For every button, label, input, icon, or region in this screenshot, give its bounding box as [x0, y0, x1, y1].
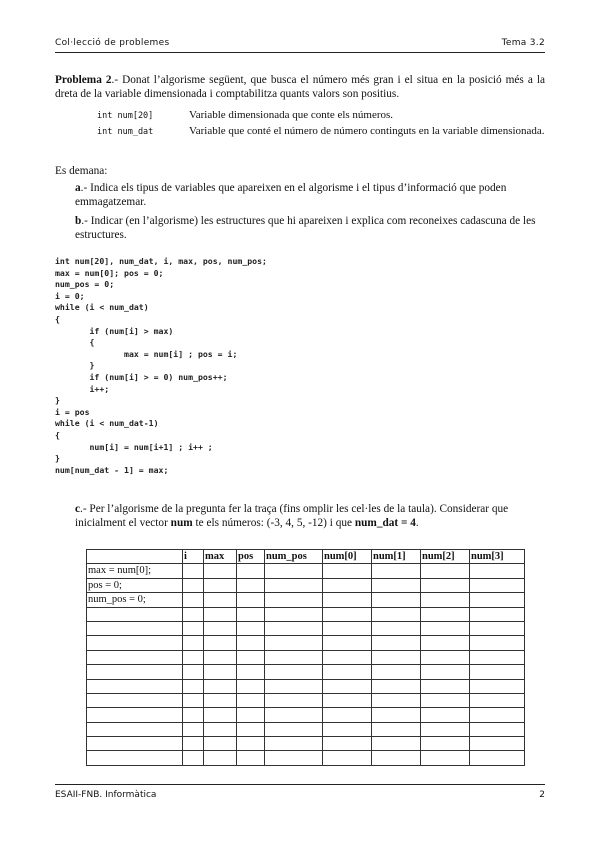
question-c: [75, 502, 545, 530]
code-line: i = pos: [55, 406, 90, 417]
table-row: [87, 751, 525, 765]
trace-cell[interactable]: [470, 578, 525, 592]
trace-cell[interactable]: [237, 665, 265, 679]
variable-row: [97, 125, 545, 139]
header-rule: [55, 52, 545, 53]
header-cell: num[3]: [470, 550, 525, 564]
trace-cell[interactable]: [265, 751, 323, 765]
trace-cell[interactable]: [204, 737, 237, 751]
trace-cell[interactable]: [204, 722, 237, 736]
table-row: [87, 578, 525, 592]
statement-cell: [87, 679, 183, 693]
trace-cell[interactable]: [204, 708, 237, 722]
problem-statement: [55, 73, 545, 101]
trace-cell[interactable]: [421, 578, 470, 592]
trace-cell[interactable]: [323, 751, 372, 765]
variable-code: int num[20]: [97, 111, 154, 121]
table-row: [87, 607, 525, 621]
page-number: 2: [539, 790, 545, 800]
trace-cell[interactable]: [237, 636, 265, 650]
statement-cell: [87, 650, 183, 664]
trace-cell[interactable]: [372, 607, 421, 621]
statement-cell: max = num[0];: [87, 564, 183, 578]
trace-cell[interactable]: [204, 650, 237, 664]
question-c-label: c: [75, 503, 81, 515]
statement-cell: [87, 693, 183, 707]
trace-cell[interactable]: [265, 665, 323, 679]
question-c-bold-1: num: [170, 517, 193, 529]
trace-cell[interactable]: [470, 722, 525, 736]
header-cell: i: [183, 550, 204, 564]
trace-cell[interactable]: [323, 737, 372, 751]
trace-cell[interactable]: [204, 693, 237, 707]
question-a-text: .- Indica els tipus de variables que apareixen en el algorisme i el tipus d’informació que poden emmagatzemar.: [75, 182, 507, 208]
trace-cell[interactable]: [421, 679, 470, 693]
footer-rule: [55, 784, 545, 785]
trace-cell[interactable]: [237, 751, 265, 765]
trace-cell[interactable]: [183, 636, 204, 650]
code-line: max = num[i] ; pos = i;: [55, 348, 238, 359]
variable-list: [97, 109, 545, 141]
problem-title: Problema 2: [55, 74, 112, 86]
question-c-bold-2: num_dat = 4: [354, 517, 416, 529]
trace-cell[interactable]: [323, 593, 372, 607]
question-b-label: b: [75, 215, 82, 227]
code-line: {: [55, 313, 60, 324]
trace-cell[interactable]: [265, 679, 323, 693]
trace-table-header: [87, 550, 525, 564]
problem-text: .- Donat l’algorisme següent, que busca el número més gran i el situa en la posició més a la dreta de la variable dimensionada i comptabilitza quants valors son positius.: [55, 74, 546, 100]
code-line: while (i < num_dat-1): [55, 418, 159, 429]
trace-cell[interactable]: [421, 621, 470, 635]
question-b: [75, 215, 545, 242]
trace-cell[interactable]: [372, 679, 421, 693]
trace-cell[interactable]: [183, 722, 204, 736]
trace-cell[interactable]: [265, 636, 323, 650]
trace-cell[interactable]: [204, 665, 237, 679]
trace-cell[interactable]: [372, 564, 421, 578]
code-line: }: [55, 395, 60, 406]
trace-cell[interactable]: [183, 564, 204, 578]
trace-cell[interactable]: [372, 751, 421, 765]
trace-cell[interactable]: [183, 593, 204, 607]
table-row: [87, 593, 525, 607]
trace-cell[interactable]: [421, 593, 470, 607]
trace-cell[interactable]: [372, 722, 421, 736]
header-section: Tema 3.2: [501, 38, 545, 48]
trace-cell[interactable]: [470, 564, 525, 578]
trace-cell[interactable]: [470, 593, 525, 607]
trace-cell[interactable]: [470, 737, 525, 751]
trace-cell[interactable]: [204, 636, 237, 650]
table-row: [87, 621, 525, 635]
trace-cell[interactable]: [237, 650, 265, 664]
question-a-label: a: [75, 182, 81, 194]
trace-cell[interactable]: [204, 564, 237, 578]
trace-cell[interactable]: [237, 722, 265, 736]
code-line: if (num[i] > = 0) num_pos++;: [55, 371, 228, 382]
question-a: [75, 182, 545, 209]
trace-cell[interactable]: [183, 650, 204, 664]
trace-cell[interactable]: [470, 708, 525, 722]
question-c-text-2: te els números: (-3, 4, 5, -12) i que: [192, 517, 355, 529]
trace-cell[interactable]: [237, 593, 265, 607]
table-row: [87, 737, 525, 751]
trace-cell[interactable]: [372, 650, 421, 664]
statement-cell: pos = 0;: [87, 578, 183, 592]
trace-cell[interactable]: [323, 564, 372, 578]
table-row: [87, 708, 525, 722]
trace-cell[interactable]: [183, 665, 204, 679]
statement-cell: [87, 737, 183, 751]
trace-cell[interactable]: [372, 708, 421, 722]
trace-cell[interactable]: [323, 650, 372, 664]
code-line: max = num[0]; pos = 0;: [55, 267, 164, 278]
table-row: [87, 722, 525, 736]
code-line: num_pos = 0;: [55, 279, 115, 290]
trace-cell[interactable]: [470, 621, 525, 635]
question-c-text-3: .: [415, 517, 419, 529]
trace-cell[interactable]: [265, 737, 323, 751]
trace-cell[interactable]: [323, 621, 372, 635]
trace-cell[interactable]: [183, 693, 204, 707]
trace-cell[interactable]: [470, 751, 525, 765]
trace-cell[interactable]: [372, 593, 421, 607]
code-line: int num[20], num_dat, i, max, pos, num_pos;: [55, 256, 267, 266]
trace-cell[interactable]: [237, 578, 265, 592]
statement-cell: num_pos = 0;: [87, 593, 183, 607]
trace-cell[interactable]: [237, 693, 265, 707]
trace-cell[interactable]: [265, 621, 323, 635]
es-demana-label: Es demana:: [55, 165, 108, 177]
trace-cell[interactable]: [265, 708, 323, 722]
header-cell: pos: [237, 550, 265, 564]
trace-cell[interactable]: [323, 665, 372, 679]
table-row: [87, 636, 525, 650]
header-cell: max: [204, 550, 237, 564]
code-line: i = 0;: [55, 290, 85, 301]
trace-cell[interactable]: [183, 607, 204, 621]
code-line: while (i < num_dat): [55, 302, 149, 313]
table-row: [87, 665, 525, 679]
trace-cell[interactable]: [323, 708, 372, 722]
trace-cell[interactable]: [470, 650, 525, 664]
trace-cell[interactable]: [323, 679, 372, 693]
trace-cell[interactable]: [183, 737, 204, 751]
code-line: {: [55, 429, 60, 440]
variable-row: [97, 109, 545, 123]
trace-cell[interactable]: [265, 578, 323, 592]
code-line: }: [55, 360, 95, 371]
trace-cell[interactable]: [372, 621, 421, 635]
trace-cell[interactable]: [265, 607, 323, 621]
trace-cell[interactable]: [470, 679, 525, 693]
trace-cell[interactable]: [372, 737, 421, 751]
trace-cell[interactable]: [470, 607, 525, 621]
trace-cell[interactable]: [421, 693, 470, 707]
trace-cell[interactable]: [421, 636, 470, 650]
trace-cell[interactable]: [421, 650, 470, 664]
trace-cell[interactable]: [204, 578, 237, 592]
trace-cell[interactable]: [237, 679, 265, 693]
table-row: [87, 650, 525, 664]
variable-code: int num_dat: [97, 127, 154, 137]
trace-cell[interactable]: [265, 693, 323, 707]
trace-cell[interactable]: [372, 693, 421, 707]
trace-cell[interactable]: [237, 621, 265, 635]
variable-description: Variable dimensionada que conte els números.: [189, 109, 394, 121]
statement-cell: [87, 722, 183, 736]
trace-cell[interactable]: [421, 722, 470, 736]
trace-cell[interactable]: [183, 679, 204, 693]
trace-cell[interactable]: [323, 578, 372, 592]
trace-table: [86, 549, 525, 766]
question-c-text-1: .- Per l’algorisme de la pregunta fer la traça (fins omplir les cel·les de la taula). Considerar que inicialment el vector: [75, 503, 509, 529]
trace-cell[interactable]: [265, 593, 323, 607]
trace-cell[interactable]: [470, 636, 525, 650]
trace-cell[interactable]: [204, 679, 237, 693]
trace-cell[interactable]: [204, 621, 237, 635]
table-row: [87, 693, 525, 707]
question-b-text: .- Indicar (en l’algorisme) les estructures que hi apareixen i explica com reconeixes cadascuna de les estructures.: [75, 215, 536, 241]
trace-cell[interactable]: [470, 665, 525, 679]
statement-cell: [87, 607, 183, 621]
statement-cell: [87, 751, 183, 765]
trace-cell[interactable]: [237, 607, 265, 621]
trace-cell[interactable]: [237, 708, 265, 722]
statement-cell: [87, 621, 183, 635]
trace-cell[interactable]: [323, 636, 372, 650]
trace-cell[interactable]: [265, 722, 323, 736]
trace-cell[interactable]: [323, 607, 372, 621]
footer-label: ESAII-FNB. Informàtica: [55, 790, 157, 800]
trace-cell[interactable]: [204, 593, 237, 607]
header-cell: num[2]: [421, 550, 470, 564]
header-cell: num[1]: [372, 550, 421, 564]
trace-cell[interactable]: [421, 564, 470, 578]
trace-cell[interactable]: [183, 621, 204, 635]
trace-cell[interactable]: [421, 708, 470, 722]
code-line: {: [55, 337, 95, 348]
trace-cell[interactable]: [372, 665, 421, 679]
variable-description: Variable que conté el número de número continguts en la variable dimensionada.: [189, 125, 545, 137]
trace-cell[interactable]: [421, 665, 470, 679]
trace-cell[interactable]: [265, 650, 323, 664]
trace-cell[interactable]: [421, 607, 470, 621]
table-row: [87, 564, 525, 578]
header-cell: num[0]: [323, 550, 372, 564]
trace-cell[interactable]: [183, 751, 204, 765]
trace-cell[interactable]: [183, 708, 204, 722]
header-cell: num_pos: [265, 550, 323, 564]
trace-cell[interactable]: [421, 737, 470, 751]
trace-cell[interactable]: [237, 737, 265, 751]
code-line: i++;: [55, 383, 110, 394]
code-listing: [55, 256, 267, 476]
header-cell: [87, 550, 183, 564]
code-line: if (num[i] > max): [55, 325, 174, 336]
trace-cell[interactable]: [183, 578, 204, 592]
trace-cell[interactable]: [204, 607, 237, 621]
statement-cell: [87, 665, 183, 679]
trace-cell[interactable]: [204, 751, 237, 765]
page-header: [55, 38, 545, 52]
trace-cell[interactable]: [470, 693, 525, 707]
statement-cell: [87, 636, 183, 650]
trace-cell[interactable]: [372, 636, 421, 650]
trace-cell[interactable]: [265, 564, 323, 578]
code-line: num[num_dat - 1] = max;: [55, 464, 169, 475]
trace-cell[interactable]: [323, 722, 372, 736]
trace-cell[interactable]: [323, 693, 372, 707]
statement-cell: [87, 708, 183, 722]
code-line: num[i] = num[i+1] ; i++ ;: [55, 441, 213, 452]
table-row: [87, 679, 525, 693]
code-line: }: [55, 453, 60, 464]
trace-cell[interactable]: [237, 564, 265, 578]
header-title: Col·lecció de problemes: [55, 38, 170, 48]
trace-cell[interactable]: [372, 578, 421, 592]
trace-cell[interactable]: [421, 751, 470, 765]
